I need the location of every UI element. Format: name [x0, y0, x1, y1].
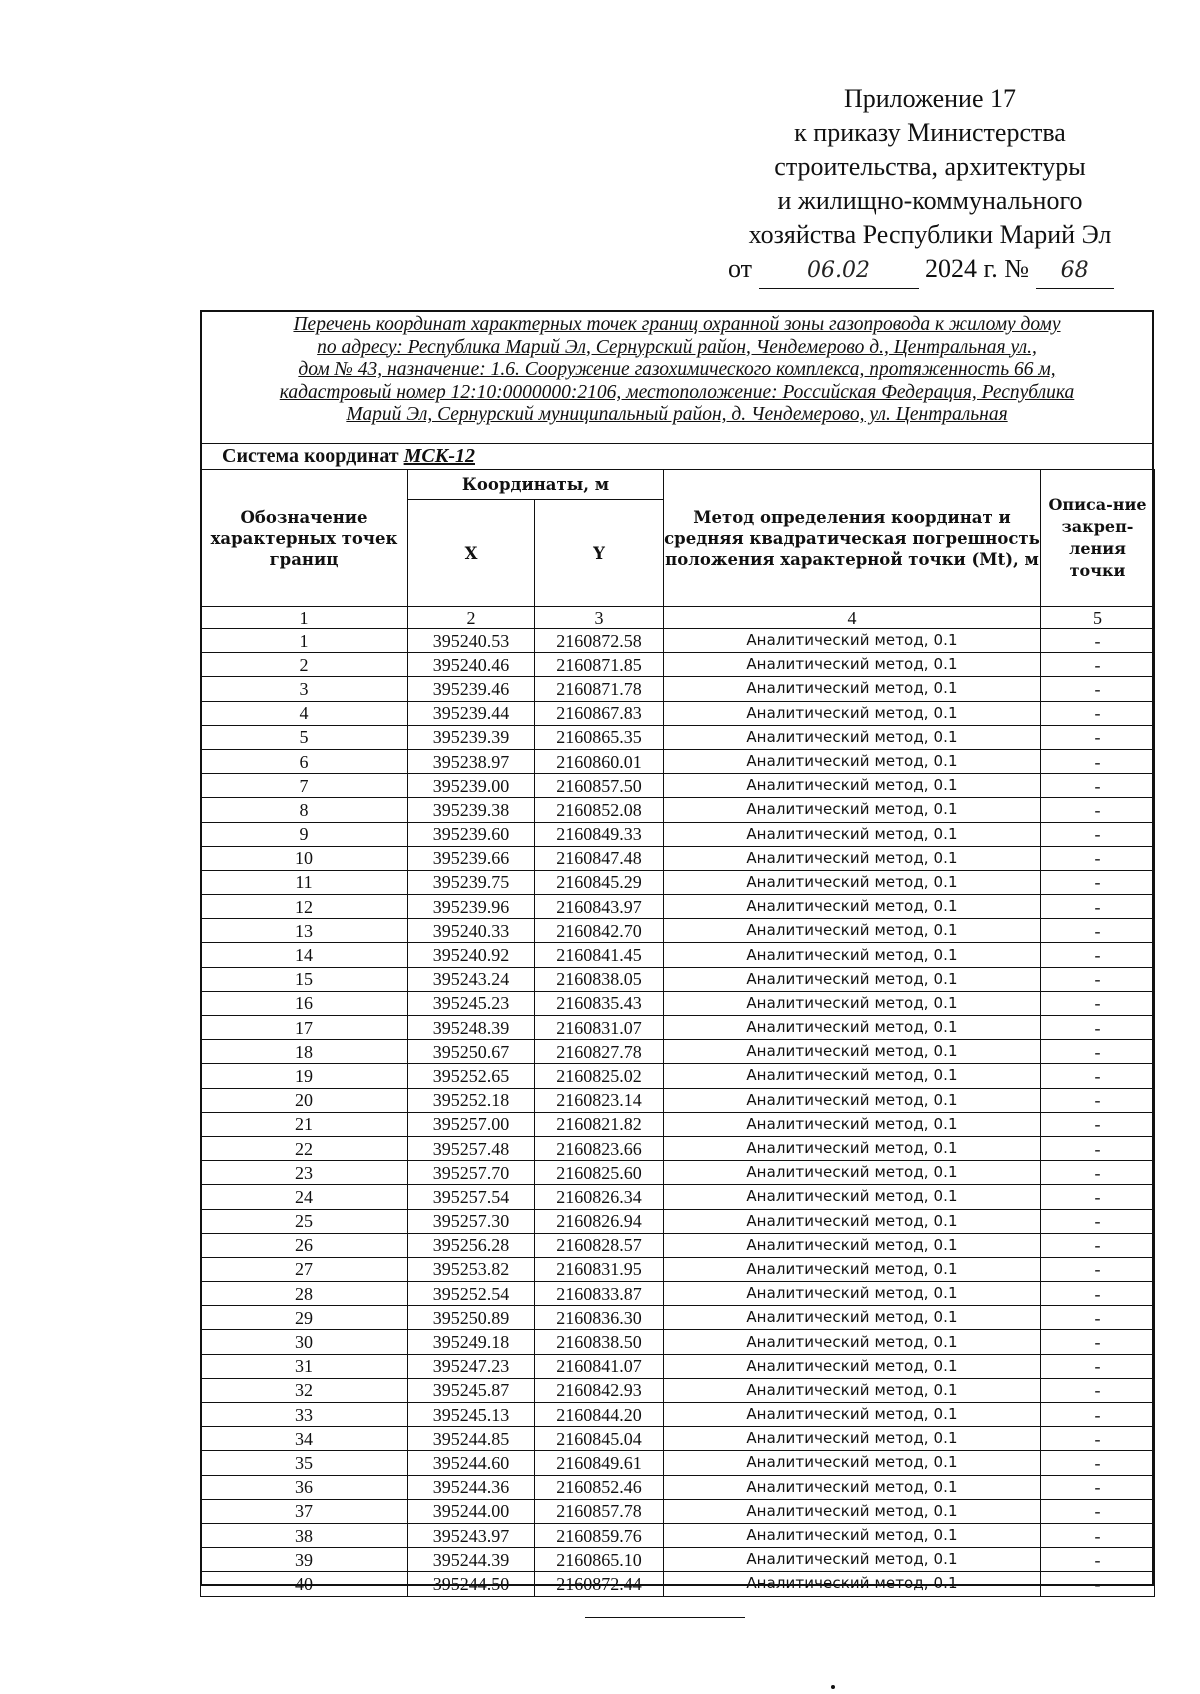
cell-point-id: 31	[201, 1354, 408, 1378]
table-row	[201, 1112, 1155, 1136]
coordinate-system-label: Система координат	[222, 445, 399, 467]
table-row	[201, 1403, 1155, 1427]
cell-point-id: 9	[201, 822, 408, 846]
cell-point-id: 30	[201, 1330, 408, 1354]
table-row	[201, 1306, 1155, 1330]
cell-x-coordinate: 395243.24	[408, 967, 535, 991]
cell-y-coordinate: 2160828.57	[535, 1233, 664, 1257]
cell-point-id: 40	[201, 1572, 408, 1596]
cell-x-coordinate: 395252.18	[408, 1088, 535, 1112]
cell-y-coordinate: 2160833.87	[535, 1282, 664, 1306]
cell-method: Аналитический метод, 0.1	[664, 1040, 1041, 1064]
cell-description: -	[1041, 1016, 1155, 1040]
cell-point-id: 5	[201, 725, 408, 749]
cell-x-coordinate: 395239.00	[408, 774, 535, 798]
cell-description: -	[1041, 967, 1155, 991]
cell-point-id: 8	[201, 798, 408, 822]
document-title	[210, 314, 1144, 427]
cell-y-coordinate: 2160838.50	[535, 1330, 664, 1354]
table-row	[201, 822, 1155, 846]
table-row	[201, 895, 1155, 919]
column-number: 5	[1041, 607, 1155, 629]
cell-y-coordinate: 2160843.97	[535, 895, 664, 919]
cell-y-coordinate: 2160831.95	[535, 1257, 664, 1281]
header-point: Обозначение характерных точек границ	[201, 470, 408, 607]
table-row	[201, 749, 1155, 773]
coordinates-table-body	[201, 629, 1155, 1597]
cell-description: -	[1041, 701, 1155, 725]
cell-description: -	[1041, 653, 1155, 677]
cell-description: -	[1041, 629, 1155, 653]
cell-y-coordinate: 2160849.61	[535, 1451, 664, 1475]
handwritten-number: 68	[1036, 254, 1114, 289]
cell-point-id: 26	[201, 1233, 408, 1257]
table-row	[201, 774, 1155, 798]
cell-x-coordinate: 395244.85	[408, 1427, 535, 1451]
table-row	[201, 1088, 1155, 1112]
cell-method: Аналитический метод, 0.1	[664, 774, 1041, 798]
column-number: 4	[664, 607, 1041, 629]
cell-x-coordinate: 395239.38	[408, 798, 535, 822]
cell-method: Аналитический метод, 0.1	[664, 919, 1041, 943]
column-number: 3	[535, 607, 664, 629]
table-row	[201, 1257, 1155, 1281]
cell-method: Аналитический метод, 0.1	[664, 1112, 1041, 1136]
cell-y-coordinate: 2160849.33	[535, 822, 664, 846]
cell-description: -	[1041, 1548, 1155, 1572]
cell-y-coordinate: 2160872.44	[535, 1572, 664, 1596]
cell-description: -	[1041, 1499, 1155, 1523]
title-line: дом № 43, назначение: 1.6. Сооружение газохимического комплекса, протяженность 66 м,	[298, 359, 1056, 381]
appendix-header	[700, 82, 1160, 289]
cell-method: Аналитический метод, 0.1	[664, 1257, 1041, 1281]
cell-method: Аналитический метод, 0.1	[664, 1378, 1041, 1402]
appendix-title: Приложение 17	[843, 84, 1017, 113]
cell-method: Аналитический метод, 0.1	[664, 1016, 1041, 1040]
cell-point-id: 32	[201, 1378, 408, 1402]
cell-x-coordinate: 395239.46	[408, 677, 535, 701]
cell-x-coordinate: 395257.70	[408, 1161, 535, 1185]
table-row	[201, 1136, 1155, 1160]
cell-point-id: 21	[201, 1112, 408, 1136]
cell-point-id: 37	[201, 1499, 408, 1523]
cell-point-id: 29	[201, 1306, 408, 1330]
cell-y-coordinate: 2160835.43	[535, 991, 664, 1015]
cell-point-id: 22	[201, 1136, 408, 1160]
cell-point-id: 3	[201, 677, 408, 701]
cell-method: Аналитический метод, 0.1	[664, 943, 1041, 967]
cell-y-coordinate: 2160842.70	[535, 919, 664, 943]
cell-method: Аналитический метод, 0.1	[664, 1403, 1041, 1427]
cell-method: Аналитический метод, 0.1	[664, 1088, 1041, 1112]
cell-method: Аналитический метод, 0.1	[664, 1136, 1041, 1160]
cell-method: Аналитический метод, 0.1	[664, 1427, 1041, 1451]
cell-description: -	[1041, 846, 1155, 870]
cell-x-coordinate: 395244.00	[408, 1499, 535, 1523]
cell-x-coordinate: 395244.39	[408, 1548, 535, 1572]
order-date-line	[700, 252, 1160, 289]
handwritten-date: 06.02	[759, 254, 919, 289]
cell-description: -	[1041, 1378, 1155, 1402]
cell-x-coordinate: 395247.23	[408, 1354, 535, 1378]
table-row	[201, 701, 1155, 725]
cell-method: Аналитический метод, 0.1	[664, 991, 1041, 1015]
cell-description: -	[1041, 895, 1155, 919]
cell-method: Аналитический метод, 0.1	[664, 1161, 1041, 1185]
cell-description: -	[1041, 1354, 1155, 1378]
cell-y-coordinate: 2160844.20	[535, 1403, 664, 1427]
cell-y-coordinate: 2160821.82	[535, 1112, 664, 1136]
cell-y-coordinate: 2160852.08	[535, 798, 664, 822]
cell-description: -	[1041, 1040, 1155, 1064]
cell-point-id: 33	[201, 1403, 408, 1427]
cell-point-id: 10	[201, 846, 408, 870]
table-row	[201, 943, 1155, 967]
cell-y-coordinate: 2160845.04	[535, 1427, 664, 1451]
title-line: кадастровый номер 12:10:0000000:2106, местоположение: Российская Федерация, Республика	[279, 381, 1075, 403]
cell-x-coordinate: 395257.00	[408, 1112, 535, 1136]
cell-x-coordinate: 395248.39	[408, 1016, 535, 1040]
cell-description: -	[1041, 1451, 1155, 1475]
cell-x-coordinate: 395250.89	[408, 1306, 535, 1330]
cell-description: -	[1041, 1257, 1155, 1281]
title-line: по адресу: Республика Марий Эл, Сернурский район, Чендемерово д., Центральная ул.,	[317, 336, 1037, 358]
cell-method: Аналитический метод, 0.1	[664, 1064, 1041, 1088]
cell-method: Аналитический метод, 0.1	[664, 749, 1041, 773]
table-row	[201, 1016, 1155, 1040]
cell-y-coordinate: 2160865.35	[535, 725, 664, 749]
cell-point-id: 14	[201, 943, 408, 967]
title-line: Перечень координат характерных точек границ охранной зоны газопровода к жилому дому	[293, 314, 1061, 335]
scan-speck	[831, 1685, 835, 1689]
cell-y-coordinate: 2160825.02	[535, 1064, 664, 1088]
cell-point-id: 1	[201, 629, 408, 653]
cell-y-coordinate: 2160857.78	[535, 1499, 664, 1523]
cell-y-coordinate: 2160857.50	[535, 774, 664, 798]
cell-description: -	[1041, 1185, 1155, 1209]
cell-description: -	[1041, 1282, 1155, 1306]
column-number: 1	[201, 607, 408, 629]
cell-point-id: 2	[201, 653, 408, 677]
cell-point-id: 7	[201, 774, 408, 798]
cell-point-id: 4	[201, 701, 408, 725]
cell-point-id: 24	[201, 1185, 408, 1209]
table-row	[201, 1233, 1155, 1257]
cell-x-coordinate: 395239.66	[408, 846, 535, 870]
table-row	[201, 653, 1155, 677]
cell-method: Аналитический метод, 0.1	[664, 1354, 1041, 1378]
cell-description: -	[1041, 1306, 1155, 1330]
cell-y-coordinate: 2160871.78	[535, 677, 664, 701]
cell-y-coordinate: 2160838.05	[535, 967, 664, 991]
coordinate-system	[200, 443, 1154, 469]
cell-y-coordinate: 2160826.94	[535, 1209, 664, 1233]
table-row	[201, 1161, 1155, 1185]
cell-point-id: 34	[201, 1427, 408, 1451]
cell-description: -	[1041, 870, 1155, 894]
cell-x-coordinate: 395256.28	[408, 1233, 535, 1257]
cell-description: -	[1041, 1427, 1155, 1451]
table-row	[201, 1548, 1155, 1572]
table-row	[201, 1475, 1155, 1499]
cell-x-coordinate: 395245.13	[408, 1403, 535, 1427]
cell-description: -	[1041, 1475, 1155, 1499]
cell-x-coordinate: 395240.53	[408, 629, 535, 653]
cell-method: Аналитический метод, 0.1	[664, 870, 1041, 894]
cell-point-id: 13	[201, 919, 408, 943]
coordinates-table	[200, 469, 1155, 1597]
cell-method: Аналитический метод, 0.1	[664, 1330, 1041, 1354]
bottom-rule	[585, 1617, 745, 1618]
cell-y-coordinate: 2160841.45	[535, 943, 664, 967]
cell-y-coordinate: 2160845.29	[535, 870, 664, 894]
cell-point-id: 35	[201, 1451, 408, 1475]
cell-y-coordinate: 2160841.07	[535, 1354, 664, 1378]
cell-y-coordinate: 2160836.30	[535, 1306, 664, 1330]
cell-description: -	[1041, 798, 1155, 822]
title-line: Марий Эл, Сернурский муниципальный район, д. Чендемерово, ул. Центральная	[346, 404, 1008, 426]
cell-description: -	[1041, 725, 1155, 749]
cell-y-coordinate: 2160852.46	[535, 1475, 664, 1499]
cell-point-id: 19	[201, 1064, 408, 1088]
header-x: X	[408, 500, 535, 607]
cell-y-coordinate: 2160826.34	[535, 1185, 664, 1209]
cell-x-coordinate: 395243.97	[408, 1523, 535, 1547]
cell-description: -	[1041, 1209, 1155, 1233]
cell-x-coordinate: 395252.65	[408, 1064, 535, 1088]
cell-y-coordinate: 2160859.76	[535, 1523, 664, 1547]
table-row	[201, 725, 1155, 749]
cell-y-coordinate: 2160847.48	[535, 846, 664, 870]
cell-description: -	[1041, 1088, 1155, 1112]
cell-point-id: 25	[201, 1209, 408, 1233]
cell-x-coordinate: 395240.92	[408, 943, 535, 967]
cell-method: Аналитический метод, 0.1	[664, 725, 1041, 749]
cell-description: -	[1041, 822, 1155, 846]
cell-description: -	[1041, 943, 1155, 967]
cell-point-id: 12	[201, 895, 408, 919]
cell-y-coordinate: 2160831.07	[535, 1016, 664, 1040]
cell-point-id: 18	[201, 1040, 408, 1064]
cell-point-id: 36	[201, 1475, 408, 1499]
coordinate-system-name: МСК-12	[403, 445, 475, 467]
table-row	[201, 846, 1155, 870]
cell-method: Аналитический метод, 0.1	[664, 629, 1041, 653]
cell-point-id: 15	[201, 967, 408, 991]
cell-description: -	[1041, 919, 1155, 943]
cell-x-coordinate: 395240.46	[408, 653, 535, 677]
cell-y-coordinate: 2160823.14	[535, 1088, 664, 1112]
cell-method: Аналитический метод, 0.1	[664, 677, 1041, 701]
cell-point-id: 28	[201, 1282, 408, 1306]
cell-point-id: 6	[201, 749, 408, 773]
cell-method: Аналитический метод, 0.1	[664, 1572, 1041, 1596]
table-row	[201, 1499, 1155, 1523]
cell-description: -	[1041, 1572, 1155, 1596]
table-row	[201, 1451, 1155, 1475]
cell-x-coordinate: 395244.36	[408, 1475, 535, 1499]
cell-method: Аналитический метод, 0.1	[664, 1185, 1041, 1209]
cell-point-id: 38	[201, 1523, 408, 1547]
table-row	[201, 870, 1155, 894]
cell-method: Аналитический метод, 0.1	[664, 967, 1041, 991]
cell-x-coordinate: 395239.44	[408, 701, 535, 725]
cell-point-id: 23	[201, 1161, 408, 1185]
cell-point-id: 16	[201, 991, 408, 1015]
cell-description: -	[1041, 1403, 1155, 1427]
cell-method: Аналитический метод, 0.1	[664, 1548, 1041, 1572]
cell-x-coordinate: 395257.30	[408, 1209, 535, 1233]
table-row	[201, 677, 1155, 701]
cell-method: Аналитический метод, 0.1	[664, 1209, 1041, 1233]
cell-description: -	[1041, 1523, 1155, 1547]
cell-description: -	[1041, 991, 1155, 1015]
cell-method: Аналитический метод, 0.1	[664, 1282, 1041, 1306]
cell-description: -	[1041, 749, 1155, 773]
cell-y-coordinate: 2160867.83	[535, 701, 664, 725]
cell-description: -	[1041, 1330, 1155, 1354]
cell-y-coordinate: 2160871.85	[535, 653, 664, 677]
cell-point-id: 11	[201, 870, 408, 894]
cell-description: -	[1041, 774, 1155, 798]
header-coords: Координаты, м	[408, 470, 664, 500]
cell-x-coordinate: 395252.54	[408, 1282, 535, 1306]
cell-y-coordinate: 2160825.60	[535, 1161, 664, 1185]
cell-x-coordinate: 395239.39	[408, 725, 535, 749]
cell-x-coordinate: 395257.48	[408, 1136, 535, 1160]
cell-x-coordinate: 395253.82	[408, 1257, 535, 1281]
column-number: 2	[408, 607, 535, 629]
cell-method: Аналитический метод, 0.1	[664, 653, 1041, 677]
cell-x-coordinate: 395250.67	[408, 1040, 535, 1064]
cell-method: Аналитический метод, 0.1	[664, 1475, 1041, 1499]
table-row	[201, 1378, 1155, 1402]
cell-point-id: 27	[201, 1257, 408, 1281]
cell-method: Аналитический метод, 0.1	[664, 1499, 1041, 1523]
cell-x-coordinate: 395257.54	[408, 1185, 535, 1209]
cell-description: -	[1041, 677, 1155, 701]
cell-x-coordinate: 395244.50	[408, 1572, 535, 1596]
appendix-line: к приказу Министерства	[794, 118, 1066, 147]
appendix-line: хозяйства Республики Марий Эл	[748, 220, 1112, 249]
cell-point-id: 17	[201, 1016, 408, 1040]
table-row	[201, 967, 1155, 991]
table-row	[201, 919, 1155, 943]
cell-description: -	[1041, 1161, 1155, 1185]
cell-x-coordinate: 395240.33	[408, 919, 535, 943]
table-row	[201, 1040, 1155, 1064]
cell-y-coordinate: 2160860.01	[535, 749, 664, 773]
cell-method: Аналитический метод, 0.1	[664, 1306, 1041, 1330]
cell-point-id: 39	[201, 1548, 408, 1572]
cell-x-coordinate: 395238.97	[408, 749, 535, 773]
cell-method: Аналитический метод, 0.1	[664, 895, 1041, 919]
cell-x-coordinate: 395244.60	[408, 1451, 535, 1475]
cell-y-coordinate: 2160842.93	[535, 1378, 664, 1402]
cell-y-coordinate: 2160872.58	[535, 629, 664, 653]
table-row	[201, 1427, 1155, 1451]
cell-method: Аналитический метод, 0.1	[664, 822, 1041, 846]
table-row	[201, 1330, 1155, 1354]
cell-y-coordinate: 2160823.66	[535, 1136, 664, 1160]
header-method: Метод определения координат и средняя квадратическая погрешность положения характерной точки (Mt), м	[664, 470, 1041, 607]
year-label: 2024 г. №	[925, 254, 1030, 283]
table-row	[201, 991, 1155, 1015]
cell-x-coordinate: 395249.18	[408, 1330, 535, 1354]
cell-method: Аналитический метод, 0.1	[664, 846, 1041, 870]
from-label: от	[728, 254, 753, 283]
cell-description: -	[1041, 1064, 1155, 1088]
cell-x-coordinate: 395239.75	[408, 870, 535, 894]
table-row	[201, 1572, 1155, 1596]
cell-description: -	[1041, 1233, 1155, 1257]
cell-y-coordinate: 2160827.78	[535, 1040, 664, 1064]
table-row	[201, 798, 1155, 822]
cell-description: -	[1041, 1136, 1155, 1160]
table-row	[201, 1209, 1155, 1233]
cell-y-coordinate: 2160865.10	[535, 1548, 664, 1572]
appendix-line: и жилищно-коммунального	[777, 186, 1083, 215]
cell-method: Аналитический метод, 0.1	[664, 1233, 1041, 1257]
cell-description: -	[1041, 1112, 1155, 1136]
cell-x-coordinate: 395245.23	[408, 991, 535, 1015]
cell-x-coordinate: 395239.96	[408, 895, 535, 919]
cell-x-coordinate: 395245.87	[408, 1378, 535, 1402]
table-row	[201, 629, 1155, 653]
cell-x-coordinate: 395239.60	[408, 822, 535, 846]
table-row	[201, 1282, 1155, 1306]
table-row	[201, 1185, 1155, 1209]
table-row	[201, 1523, 1155, 1547]
table-row	[201, 1354, 1155, 1378]
cell-method: Аналитический метод, 0.1	[664, 1451, 1041, 1475]
table-row	[201, 1064, 1155, 1088]
column-numbers-row	[201, 607, 1155, 629]
header-y: Y	[535, 500, 664, 607]
header-description: Описа-ние закреп-ления точки	[1041, 470, 1155, 607]
cell-method: Аналитический метод, 0.1	[664, 798, 1041, 822]
cell-point-id: 20	[201, 1088, 408, 1112]
cell-method: Аналитический метод, 0.1	[664, 1523, 1041, 1547]
cell-method: Аналитический метод, 0.1	[664, 701, 1041, 725]
appendix-line: строительства, архитектуры	[774, 152, 1086, 181]
